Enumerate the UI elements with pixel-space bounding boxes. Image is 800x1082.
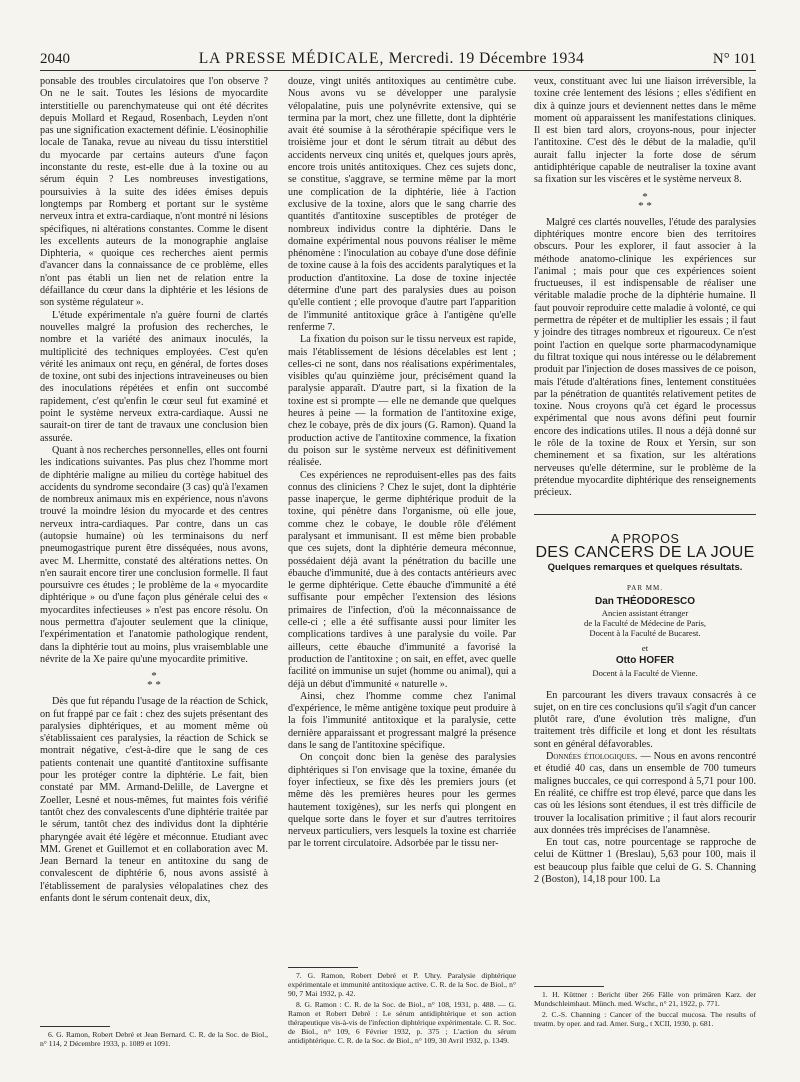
footnote: 2. C.-S. Channing : Cancer of the buccal mucosa. The results of treatm. by oper. and rad. Amer. Surg., t XCII, 1930, p. 681. — [534, 1010, 756, 1028]
footnote: 7. G. Ramon, Robert Debré et P. Uhry. Paralysie diphtérique expérimentale et immunité antitoxique active. C. R. de la Soc. de Biol., n° 90, 7 Mai 1932, p. 42. — [288, 971, 516, 998]
column-1 — [40, 76, 268, 905]
paragraph: veux, constituant avec lui une liaison irréversible, la toxine crée lentement des lésions ; elles s'édifient en dix à quinze jours et deviennent nettes dans le même moment où apparaissent les manifestations cliniques. Il est bien tard alors, croyons-nous, pour injecter l'antitoxine. C'est dès le début de la maladie, qu'il aurait fallu injecter la forte dose de sérum antidiphtérique capable de neutraliser la toxine avant sa fixation sur les viscères et le système nerveux 8. — [534, 76, 756, 186]
journal-name: LA PRESSE MÉDICALE, — [198, 50, 385, 67]
article-title: DES CANCERS DE LA JOUE — [535, 543, 755, 561]
column-3 — [534, 76, 756, 886]
article-kicker: A PROPOS — [610, 531, 680, 546]
author-name: Dan THÉODORESCO — [594, 595, 695, 607]
footnotes-column-2 — [288, 967, 516, 1047]
issue-date: Mercredi. 19 Décembre 1934 — [388, 50, 585, 67]
section-lead: Données étiologiques. — [546, 751, 638, 763]
section-separator-stars: * * * — [638, 190, 652, 212]
footnote: 8. G. Ramon : C. R. de la Soc. de Biol., n° 108, 1931, p. 488. — G. Ramon et Robert Debré : Le sérum antidiphtérique et son action thérapeutique vis-à-vis de l'infection diphtérique expérimentale. C. R. Soc. de Biol., n° 109, 6 Février 1932, p. 375 ; L'action du sérum antidiphtérique. C. R. de la Soc. de Biol., n° 109, 30 Avril 1932, p. 1349. — [288, 1000, 516, 1045]
section-separator-stars: * * * — [147, 670, 161, 692]
footnote-rule — [40, 1026, 110, 1027]
footnote-rule — [534, 986, 604, 987]
paragraph: En tout cas, notre pourcentage se rapproche de celui de Küttner 1 (Breslau), 5,63 pour 100, mais il est beaucoup plus faible que celui de G. S. Channing 2 (Boston), 14,18 pour 100. La — [534, 837, 756, 886]
author-affiliation: Ancien assistant étranger — [601, 607, 689, 618]
footnote: 1. H. Küttner : Bericht über 266 Fälle von primären Karz. der Mundschleimhaut. Münch. med. Wschr., n° 21, 1922, p. 771. — [534, 990, 756, 1008]
byline-et: et — [641, 642, 649, 653]
journal-title — [199, 50, 585, 68]
author-affiliation: Docent à la Faculté de Vienne. — [592, 667, 698, 678]
footnotes-column-3 — [534, 986, 756, 1030]
page-number: 2040 — [40, 51, 70, 67]
paragraph: Dès que fut répandu l'usage de la réaction de Schick, on fut frappé par ce fait : chez des sujets présentant des paralysies diphtériques, et au moment même où s'établissaient ces paralysies, la réaction de Schick se montrait négative, c'est-à-dire que le sang de ces patients contenait une quantité d'antitoxine suffisante pour les protéger contre la diphtérie. Le fait, bien constaté par MM. Armand-Delille, de Lavergne et Zoeller, Lesné et nous-mêmes, fut maintes fois vérifié tantôt chez des convalescents d'une diphtérie traitée par le sérum, tantôt chez des individus dont la diphtérie pharyngée avait été légère et méconnue. Etudiant avec MM. Grenet et Guillemot et en collaboration avec M. Jean Bernard la teneur en antitoxine du sang de convalescent de diphtérie 6, nous avons assisté à l'établissement de paralysies vélopalatines chez des enfants dont le sérum contenait deux, dix, — [40, 696, 268, 904]
paragraph: La fixation du poison sur le tissu nerveux est rapide, mais l'établissement de lésions décelables est lent ; celles-ci ne sont, dans nos réalisations expérimentales, visibles qu'au quinzième jour, précisément quand la paralysie apparaît. D'autre part, si la fixation de la toxine est si prompte — elle ne demande que quelques heures à peine — la formation de l'antitoxine exige, chez le cobaye, près de dix jours (G. Ramon). Quand la production active de l'antitoxine commence, la fixation du poison sur le système nerveux est définitivement réalisée. — [288, 334, 516, 469]
paragraph: Ces expériences ne reproduisent-elles pas des faits connus des cliniciens ? Chez le sujet, dont la diphtérie passe inaperçue, le germe diphtérique produit de la toxine, qui pénètre dans l'organisme, où elle joue, comme chez le cobaye, le double rôle d'élément paralysant et immunisant. Il est même bien probable que ces sujets, dont la diphtérie demeura méconnue, possédaient déjà avant la pénétration du bacille une ébauche d'immunité, due à des contacts antérieurs avec le germe diphtérique. Cette ébauche d'immunité a été suffisante pour empêcher l'extension des lésions primaires de l'infection, d'où la méconnaissance de celle-ci ; elle a été suffisante aussi pour limiter les complications tardives à une paralysie du voile. Par ailleurs, cette ébauche d'immunité a favorisé la production de l'antitoxine ; on sait, en effet, avec quelle facilité on immunise un sujet (homme ou animal), qui a déjà un début d'immunité « naturelle ». — [288, 469, 516, 690]
paragraph — [534, 751, 756, 837]
paragraph: On conçoit donc bien la genèse des paralysies diphtériques si l'on envisage que la toxine, émanée du foyer infectieux, se fixe dès les premiers jours (et même dès les premières heures pour les germes hautement toxigènes), sur les nerfs qui plongent en quelque sorte dans le foyer et sur d'autres territoires nerveux particuliers, vers lesquels la toxine est charriée par le torrent circulatoire. Adsorbée par le tissu ner- — [288, 752, 516, 850]
paragraph: En parcourant les divers travaux consacrés à ce sujet, on en tire ces conclusions qu'il s'agit d'un cancer plutôt rare, d'une évolution très maligne, d'un traitement très difficile et long et dont les résultats sont en général défavorables. — [534, 689, 756, 750]
paragraph: Ainsi, chez l'homme comme chez l'animal d'expérience, le même antigène toxique peut produire à la fois l'immunité antitoxique et la paralysie, cette dernière apparaissant et progressant malgré la présence dans le sang de l'antitoxine spécifique. — [288, 690, 516, 752]
byline-par: PAR MM. — [627, 584, 663, 593]
article-separator-rule — [534, 514, 756, 515]
author-affiliation: Docent à la Faculté de Bucarest. — [589, 627, 701, 638]
paragraph: douze, vingt unités antitoxiques au centimètre cube. Nous avons vu se développer une paralysie vélopalatine, puis une polynévrite extensive, qui se termina par la mort, chez une fillette, dont la diphtérie avait été soumise à la sérothérapie spécifique vers le troisième jour et dont le sérum titrait au début des accidents nerveux cinq unités et, quelques jours après, encore trois unités antitoxiques. Chez ces sujets donc, se constitue, s'aggrave, se termine même par la mort une complication de la diphtérie, liée à l'action exclusive de la toxine, alors que le sang charrie des quantités d'antitoxine susceptibles de protéger de nombreux individus contre la diphtérie. Dans le domaine expérimental nous pouvons réaliser le même phénomène : l'inoculation au cobaye d'une dose définie de toxine cause à la fois des accidents paralytiques et la production d'antitoxine. La dose de toxine injectée détermine d'une part des paralysies dues au poison qu'elle contient ; elle provoque d'autre part l'apparition de l'immunité antitoxique grâce à l'antigène qu'elle renferme 7. — [288, 76, 516, 333]
issue-number: N° 101 — [712, 51, 756, 67]
page-header — [40, 46, 756, 71]
footnotes-column-1 — [40, 1026, 268, 1050]
paragraph: Malgré ces clartés nouvelles, l'étude des paralysies diphtériques montre encore bien des territoires obscurs. Pour les explorer, il faut associer à la méthode anatomo-clinique les expériences sur l'animal ; mais pour que ces expériences soient fructueuses, il est indispensable de réaliser une véritable maladie proche de la diphtérie humaine. Il faut pouvoir reproduire cette maladie à volonté, ce qui permettra de répéter et de multiplier les essais ; il faut y joindre des titrages nombreux et rigoureux. Ce n'est point l'action en quelque sorte pharmacodynamique du filtrat toxique qui nous intéresse ou le délabrement produit par l'injection de doses massives de ce poison, mais l'étude d'altérations fines, lentement constituées par la pénétration de quantités relativement petites de toxine. Nous croyons qu'à cet égard le processus expérimental que nous avons défini peut fournir encore des indications utiles. Il nous a déjà donné sur le rôle de la toxine de Roux et Yersin, sur son cheminement et sa fixation, sur les altérations nerveuses qu'elle détermine, sur le problème de la prétendue myocardite diphtérique des renseignements précieux. — [534, 216, 756, 499]
paragraph-text: — Nous en avons rencontré et étudié 40 cas, dans un ensemble de 700 tumeurs malignes buccales, ce qui correspond à 5,71 pour 100. En réalité, ce chiffre est trop élevé, parce que dans les cas où les lésions sont étendues, il est très difficile de trouver la localisation primitive ; il faut alors recourir aux données très imprécises de l'anamnèse. — [534, 751, 756, 836]
author-name: Otto HOFER — [615, 655, 675, 667]
paragraph: ponsable des troubles circulatoires que l'on observe ? On ne le sait. Toutes les lésions de myocardite interstitielle ou parenchymateuse qui ont été décrites depuis Mollard et Regaud, Rosenbach, Leyden n'ont pas une signification exactement définie. L'éosinophilie locale de Tanaka, revue au niveau du tissu interstitiel du myocarde par certains auteurs d'une façon inconstante du reste, est-elle due à la toxine ou au sérum équin ? Les nombreuses investigations, poursuivies à la suite des idées émises depuis longtemps par Romberg et portant sur le système nerveux intra et extra-cardiaque, n'ont montré ni lésions spécifiques, ni altérations constantes. Comme le disent les excellents auteurs de la monographie anglaise Diphteria, « quoique ces recherches aient permis d'avancer dans la connaissance de ce problème, elles n'ont pas établi un lien net de relation entre la défaillance du cœur dans la diphtérie et les lésions de son système régulateur ». — [40, 76, 268, 309]
article-heading — [534, 533, 756, 678]
article-subtitle: Quelques remarques et quelques résultats. — [547, 562, 743, 574]
author-affiliation: de la Faculté de Médecine de Paris, — [584, 617, 706, 628]
footnote: 6. G. Ramon, Robert Debré et Jean Bernard. C. R. de la Soc. de Biol., n° 114, 2 Décembre 1933, p. 1089 et 1091. — [40, 1030, 268, 1048]
footnote-rule — [288, 967, 358, 968]
column-2 — [288, 76, 516, 851]
paragraph: Quant à nos recherches personnelles, elles ont fourni les indications suivantes. Pas plus chez l'homme mort de diphtérie maligne au milieu du cortège habituel des accidents du syndrome secondaire (3 cas) qu'à l'examen de nombreux animaux mis en expérience, nous n'avons trouvé la moindre lésion du myocarde et des centres nerveux intra-cardiaques. Par contre, dans un cas (autopsie humaine) où les terminaisons du nerf pneumogastrique purent être disséquées, nous avons, avec M. Lhermitte, constaté des altérations nettes. On n'en saurait encore tirer une conclusion formelle. Il faut poursuivre ces études ; le problème de la « myocardite diphtérique » ou d'une façon plus générale celui des « myocardites infectieuses » n'est pas encore résolu. On nous permettra d'ajouter seulement que la clinique, l'expérimentation et l'anatomie pathologique rendent, dans la diphtérie tout au moins, plus vraisemblable une névrite de la Xe paire qu'une myocardite primitive. — [40, 444, 268, 665]
paragraph: L'étude expérimentale n'a guère fourni de clartés nouvelles malgré la profusion des recherches, le nombre et la variété des animaux inoculés, la multiplicité des techniques employées. C'est qu'en vérité les animaux ont reçu, en général, de fortes doses de toxine, ont subi des injections intraveineuses ou bien des inoculations répétées et enfin ont succombé rapidement, c'est qu'enfin le cœur seul fut examiné et point le système nerveux extra-cardiaque. Aussi ne saurait-on tirer de tant de travaux une conclusion bien assurée. — [40, 309, 268, 444]
